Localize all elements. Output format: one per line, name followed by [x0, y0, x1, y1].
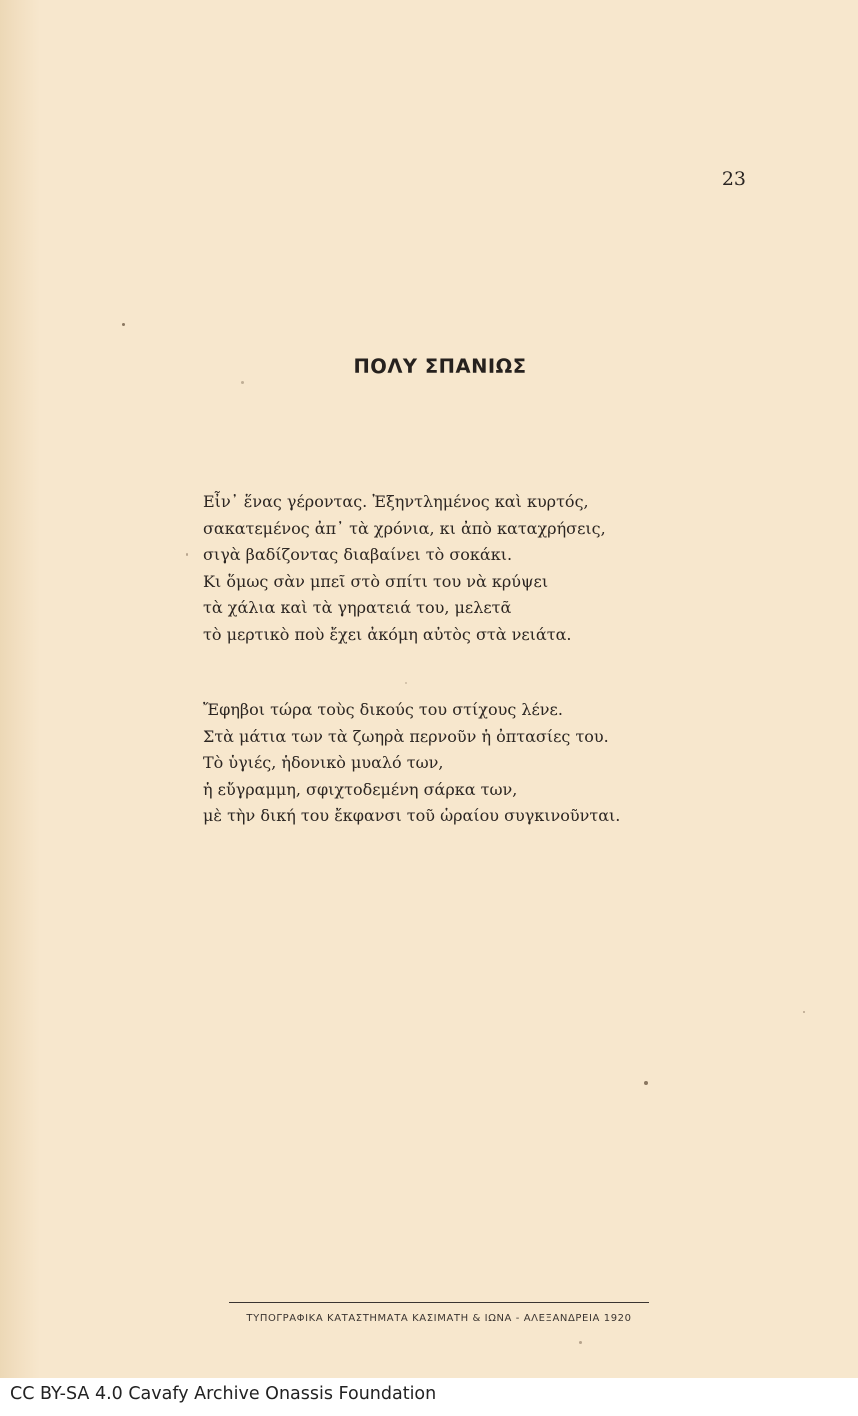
paper-speck: [405, 682, 407, 684]
poem-line: ἡ εὔγραμμη, σφιχτοδεμένη σάρκα των,: [203, 779, 518, 799]
poem-line: Τὸ ὑγιές, ἡδονικὸ μυαλό των,: [203, 753, 444, 773]
poem-line: τὰ χάλια καὶ τὰ γηρατειά του, μελετᾶ: [203, 598, 512, 618]
poem-line: μὲ τὴν δική του ἔκφανσι τοῦ ὡραίου συγκινοῦνται.: [203, 806, 621, 826]
paper-speck: [644, 1081, 648, 1085]
printer-imprint: ΤΥΠΟΓΡΑΦΙΚΑ ΚΑΤΑΣΤΗΜΑΤΑ ΚΑΣΙΜΑΤΗ & ΙΩΝΑ - ΑΛΕΞΑΝΔΡΕΙΑ 1920: [246, 1313, 632, 1324]
poem-line: σακατεμένος ἀπ᾽ τὰ χρόνια, κι ἀπὸ καταχρήσεις,: [203, 518, 606, 538]
poem-line: Κι ὅμως σὰν μπεῖ στὸ σπίτι του νὰ κρύψει: [203, 571, 549, 591]
poem-line: σιγὰ βαδίζοντας διαβαίνει τὸ σοκάκι.: [203, 545, 513, 565]
credit-line: CC BY-SA 4.0 Cavafy Archive Onassis Foundation: [10, 1384, 437, 1404]
poem-line: Στὰ μάτια των τὰ ζωηρὰ περνοῦν ἡ ὀπτασίες του.: [203, 726, 609, 746]
page-number: 23: [721, 168, 746, 190]
paper-speck: [241, 381, 244, 384]
stanza-1: [203, 489, 606, 649]
paper-speck: [186, 553, 188, 556]
paper-speck: [579, 1341, 582, 1344]
paper-speck: [803, 1011, 805, 1013]
poem-line: Εἶν᾽ ἕνας γέροντας. Ἐξηντλημένος καὶ κυρτός,: [203, 492, 589, 511]
footer-rule: [229, 1302, 649, 1303]
poem-line: τὸ μερτικὸ ποὺ ἔχει ἀκόμη αὐτὸς στὰ νειάτα.: [203, 624, 572, 644]
stanza-2: [203, 697, 620, 830]
paper-speck: [122, 323, 125, 326]
binding-shadow: [0, 0, 40, 1378]
poem-line: Ἔφηβοι τώρα τοὺς δικούς του στίχους λένε.: [203, 700, 563, 719]
poem-title: ΠΟΛΥ ΣΠΑΝΙΩΣ: [353, 355, 527, 378]
